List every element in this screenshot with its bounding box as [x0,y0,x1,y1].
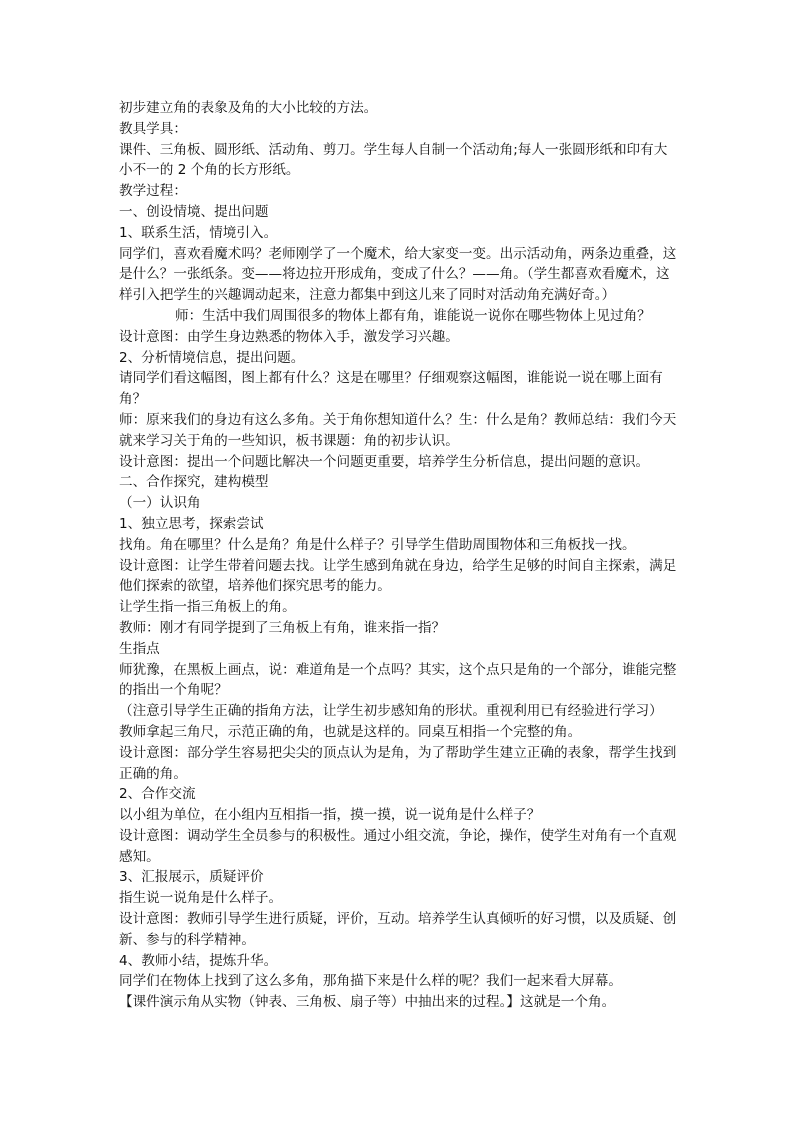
design-intent: 设计意图：提出一个问题比解决一个问题更重要，培养学生分析信息，提出问题的意识。 [119,453,650,470]
text-line: 教师拿起三角尺，示范正确的角，也就是这样的。同桌互相指一个完整的角。 [119,723,582,740]
section-heading: 一、创设情境、提出问题 [119,203,269,220]
paragraph: 设计意图：部分学生容易把尖尖的顶点认为是角，为了帮助学生建立正确的表象，帮学生找到正确的角。 [119,744,677,782]
paragraph: 同学们，喜欢看魔术吗？老师刚学了一个魔术，给大家变一变。出示活动角，两条边重叠，这是什么？一张纸条。变——将边拉开形成角，变成了什么？——角。（学生都喜欢看魔术，这样引入把学生的兴趣调动起来，注意力都集中到这儿来了同时对活动角充满好奇。） [119,245,677,304]
paragraph: 师：原来我们的身边有这么多角。关于角你想知道什么？生：什么是角？教师总结：我们今天就来学习关于角的一些知识，板书课题：角的初步认识。 [119,411,677,449]
text-line: 指生说一说角是什么样子。 [119,890,283,907]
text-line: 生指点 [119,640,160,657]
subsection-heading: 2、合作交流 [119,786,196,803]
paragraph: 设计意图：调动学生全员参与的积极性。通过小组交流，争论，操作，使学生对角有一个直观感知。 [119,827,677,865]
paragraph: 请同学们看这幅图，图上都有什么？这是在哪里？仔细观察这幅图，谁能说一说在哪上面有角？ [119,370,663,408]
section-label: 教学过程： [119,183,187,200]
subsection-heading: 1、独立思考，探索尝试 [119,515,264,532]
subsection-heading: 2、分析情境信息，提出问题。 [119,349,305,366]
subsection-heading: 3、汇报展示，质疑评价 [119,869,264,886]
paragraph: 师犹豫，在黑板上画点，说：难道角是一个点吗？其实，这个点只是角的一个部分，谁能完整的指出一个角呢？ [119,661,677,699]
text-line: （注意引导学生正确的指角方法，让学生初步感知角的形状。重视利用已有经验进行学习） [119,703,663,720]
text-line: 找角。角在哪里？什么是角？角是什么样子？引导学生借助周围物体和三角板找一找。 [119,536,636,553]
subsection-heading: 4、教师小结，提炼升华。 [119,952,278,969]
section-heading: 二、合作探究，建构模型 [119,474,269,491]
document-page [119,98,679,1013]
text-line: 同学们在物体上找到了这么多角，那角描下来是什么样的呢？我们一起来看大屏幕。 [119,973,622,990]
indented-line: 师：生活中我们周围很多的物体上都有角，谁能说一说你在哪些物体上见过角？ [175,307,651,324]
paragraph: 设计意图：教师引导学生进行质疑，评价，互动。培养学生认真倾听的好习惯，以及质疑、创新、参与的科学精神。 [119,911,677,948]
text-line: 教师：刚才有同学提到了三角板上有角，谁来指一指？ [119,619,446,636]
text-line: 【课件演示角从实物（钟表、三角板、扇子等）中抽出来的过程。】这就是一个角。 [119,994,616,1011]
paragraph: 课件、三角板、圆形纸、活动角、剪刀。学生每人自制一个活动角;每人一张圆形纸和印有大小不一的 2 个角的长方形纸。 [119,141,668,179]
text-line: 初步建立角的表象及角的大小比较的方法。 [119,100,378,116]
subsection-heading: 1、联系生活，情境引入。 [119,224,278,241]
text-line: 以小组为单位，在小组内互相指一指，摸一摸，说一说角是什么样子？ [119,807,541,824]
paragraph: 设计意图：让学生带着问题去找。让学生感到角就在身边，给学生足够的时间自主探索，满足他们探索的欲望，培养他们探究思考的能力。 [119,557,677,595]
subsection-heading: （一）认识角 [119,495,201,512]
section-label: 教具学具： [119,120,187,137]
text-line: 让学生指一指三角板上的角。 [119,599,296,616]
design-intent: 设计意图：由学生身边熟悉的物体入手，激发学习兴趣。 [119,328,459,345]
